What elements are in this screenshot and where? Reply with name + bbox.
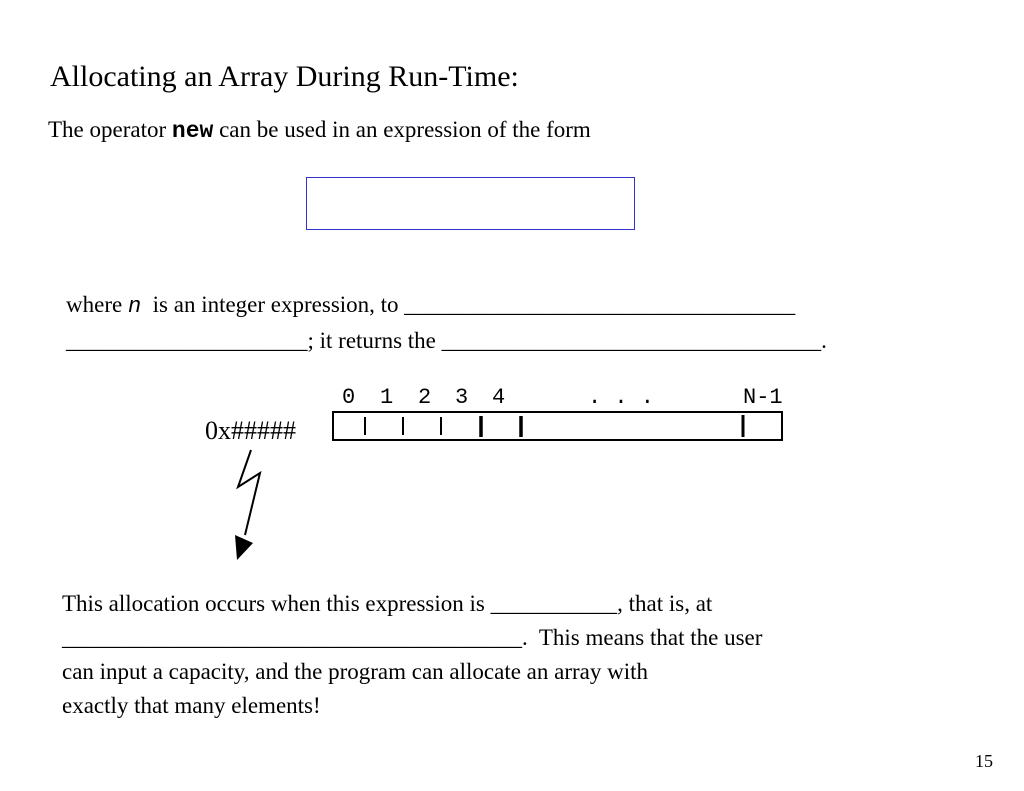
pointer-address-label: 0x##### bbox=[205, 416, 296, 445]
intro-text-after: can be used in an expression of the form bbox=[213, 117, 591, 142]
array-diagram bbox=[195, 375, 795, 565]
array-block bbox=[333, 412, 782, 440]
variable-n: n bbox=[127, 294, 142, 319]
cell-dividers bbox=[365, 415, 743, 437]
lightning-arrow-icon bbox=[238, 450, 260, 535]
intro-text-before: The operator bbox=[48, 117, 172, 142]
arrowhead-icon bbox=[235, 535, 253, 560]
slide-title: Allocating an Array During Run-Time: bbox=[50, 60, 519, 93]
intro-line bbox=[48, 116, 591, 145]
last-index-label: N-1 bbox=[743, 385, 783, 410]
allocation-line3: can input a capacity, and the program can allocate an array with bbox=[62, 659, 649, 684]
ellipsis-label: . . . bbox=[588, 385, 655, 410]
index-label-0: 0 bbox=[342, 385, 356, 410]
explanation-paragraph bbox=[66, 288, 827, 358]
new-keyword: new bbox=[171, 118, 214, 144]
index-label-1: 1 bbox=[380, 385, 394, 410]
allocation-line2: ________________________________________. This means that the user bbox=[62, 625, 763, 650]
allocation-line1: This allocation occurs when this expression is ___________, that is, at bbox=[62, 591, 713, 616]
index-label-3: 3 bbox=[455, 385, 469, 410]
page-number: 15 bbox=[975, 751, 993, 771]
allocation-paragraph bbox=[62, 587, 762, 723]
allocation-line4: exactly that many elements! bbox=[62, 693, 321, 718]
explanation-line2: _____________________; it returns the _________________________________. bbox=[66, 328, 827, 353]
expression-blank-box bbox=[306, 177, 635, 230]
index-label-4: 4 bbox=[492, 385, 506, 410]
index-label-2: 2 bbox=[418, 385, 432, 410]
where-text: where bbox=[66, 292, 128, 317]
explanation-line1-rest: is an integer expression, to __________________________________ bbox=[141, 292, 796, 317]
